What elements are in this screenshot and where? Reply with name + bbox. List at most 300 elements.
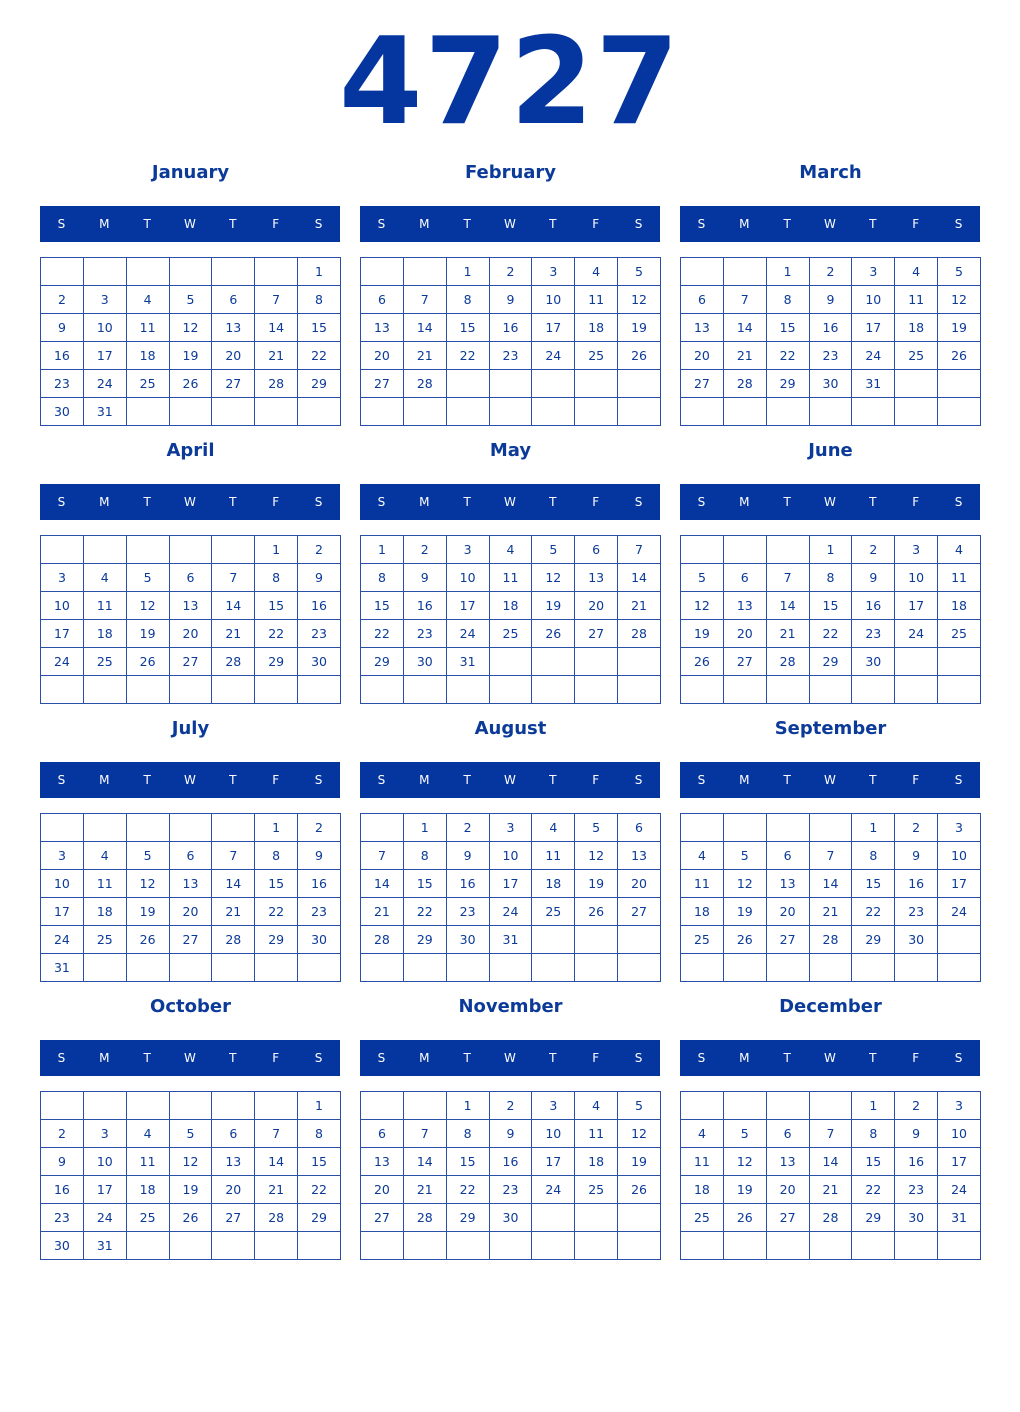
week-row bbox=[41, 676, 341, 704]
week-row bbox=[361, 536, 661, 564]
day-cell: 9 bbox=[895, 1120, 938, 1148]
week-row bbox=[41, 258, 341, 286]
day-cell: 16 bbox=[41, 342, 84, 370]
day-cell: 26 bbox=[126, 926, 169, 954]
day-cell: 31 bbox=[489, 926, 532, 954]
day-cell: 19 bbox=[575, 870, 618, 898]
day-cell bbox=[681, 398, 724, 426]
day-cell: 3 bbox=[852, 258, 895, 286]
day-cell bbox=[126, 1232, 169, 1260]
day-cell bbox=[852, 676, 895, 704]
week-row bbox=[361, 592, 661, 620]
day-cell: 12 bbox=[575, 842, 618, 870]
day-cell: 18 bbox=[681, 1176, 724, 1204]
day-cell bbox=[126, 676, 169, 704]
day-cell: 10 bbox=[532, 1120, 575, 1148]
weekday-label: M bbox=[419, 1051, 430, 1065]
day-cell: 6 bbox=[212, 1120, 255, 1148]
week-row bbox=[361, 814, 661, 842]
week-row bbox=[681, 314, 981, 342]
day-cell bbox=[575, 926, 618, 954]
day-cell bbox=[809, 1092, 852, 1120]
day-cell: 3 bbox=[83, 1120, 126, 1148]
weekday-label: S bbox=[57, 495, 66, 509]
week-row bbox=[681, 1092, 981, 1120]
day-cell: 4 bbox=[83, 564, 126, 592]
day-cell: 19 bbox=[938, 314, 981, 342]
day-cell: 27 bbox=[618, 898, 661, 926]
day-cell: 25 bbox=[575, 342, 618, 370]
day-cell bbox=[532, 676, 575, 704]
day-cell: 1 bbox=[852, 814, 895, 842]
weekday-label: M bbox=[739, 495, 750, 509]
week-row bbox=[681, 564, 981, 592]
week-row bbox=[361, 1204, 661, 1232]
day-cell: 22 bbox=[766, 342, 809, 370]
day-grid bbox=[360, 1091, 661, 1260]
day-cell: 29 bbox=[852, 1204, 895, 1232]
day-cell bbox=[126, 398, 169, 426]
week-row bbox=[361, 314, 661, 342]
day-cell: 8 bbox=[298, 1120, 341, 1148]
weekday-label: T bbox=[143, 495, 151, 509]
day-cell: 30 bbox=[809, 370, 852, 398]
day-cell: 19 bbox=[126, 898, 169, 926]
day-cell bbox=[212, 1232, 255, 1260]
day-cell: 11 bbox=[938, 564, 981, 592]
day-cell: 14 bbox=[212, 870, 255, 898]
day-cell bbox=[361, 258, 404, 286]
day-cell: 21 bbox=[766, 620, 809, 648]
day-cell: 26 bbox=[723, 926, 766, 954]
day-cell bbox=[938, 398, 981, 426]
day-cell: 26 bbox=[169, 370, 212, 398]
weekday-label: S bbox=[954, 217, 963, 231]
day-cell: 10 bbox=[532, 286, 575, 314]
weekday-label: S bbox=[954, 495, 963, 509]
weekday-label: F bbox=[912, 773, 920, 787]
weekday-label: T bbox=[869, 1051, 877, 1065]
day-cell bbox=[41, 536, 84, 564]
day-cell: 5 bbox=[938, 258, 981, 286]
week-row bbox=[41, 314, 341, 342]
weekday-label: F bbox=[272, 1051, 280, 1065]
day-cell bbox=[403, 954, 446, 982]
day-cell: 14 bbox=[255, 314, 298, 342]
day-cell: 7 bbox=[809, 1120, 852, 1148]
week-row bbox=[361, 842, 661, 870]
day-cell: 1 bbox=[809, 536, 852, 564]
day-cell: 20 bbox=[361, 342, 404, 370]
day-cell: 13 bbox=[169, 870, 212, 898]
week-row bbox=[681, 536, 981, 564]
day-cell: 17 bbox=[446, 592, 489, 620]
day-cell: 23 bbox=[895, 1176, 938, 1204]
day-cell: 21 bbox=[809, 1176, 852, 1204]
day-cell bbox=[169, 954, 212, 982]
day-cell: 24 bbox=[938, 1176, 981, 1204]
day-cell bbox=[41, 814, 84, 842]
day-cell: 9 bbox=[489, 286, 532, 314]
day-cell: 8 bbox=[852, 1120, 895, 1148]
week-row bbox=[681, 898, 981, 926]
day-cell: 13 bbox=[766, 870, 809, 898]
day-cell: 30 bbox=[298, 648, 341, 676]
week-row bbox=[41, 898, 341, 926]
weekday-label: T bbox=[549, 773, 557, 787]
day-cell: 23 bbox=[852, 620, 895, 648]
weekday-label: M bbox=[99, 495, 110, 509]
day-cell: 22 bbox=[298, 1176, 341, 1204]
day-cell: 11 bbox=[681, 870, 724, 898]
day-cell: 11 bbox=[83, 870, 126, 898]
day-cell: 4 bbox=[489, 536, 532, 564]
day-cell bbox=[938, 676, 981, 704]
day-cell bbox=[126, 258, 169, 286]
weekday-label: S bbox=[314, 217, 323, 231]
day-cell: 30 bbox=[489, 1204, 532, 1232]
day-cell: 4 bbox=[681, 842, 724, 870]
week-row bbox=[681, 1120, 981, 1148]
day-cell bbox=[723, 536, 766, 564]
day-cell bbox=[895, 1232, 938, 1260]
day-cell: 17 bbox=[489, 870, 532, 898]
week-row bbox=[681, 370, 981, 398]
day-cell bbox=[169, 1232, 212, 1260]
day-cell: 24 bbox=[532, 342, 575, 370]
day-cell: 14 bbox=[212, 592, 255, 620]
day-cell: 9 bbox=[41, 314, 84, 342]
weekday-label: T bbox=[229, 773, 237, 787]
day-cell bbox=[723, 676, 766, 704]
day-cell: 20 bbox=[618, 870, 661, 898]
day-cell: 30 bbox=[403, 648, 446, 676]
day-cell: 12 bbox=[618, 286, 661, 314]
day-cell bbox=[723, 1232, 766, 1260]
day-cell: 6 bbox=[618, 814, 661, 842]
month-name: July bbox=[171, 718, 210, 739]
weekday-header bbox=[40, 1040, 340, 1076]
day-cell: 31 bbox=[83, 1232, 126, 1260]
day-cell: 4 bbox=[681, 1120, 724, 1148]
day-cell: 30 bbox=[41, 398, 84, 426]
day-cell: 14 bbox=[255, 1148, 298, 1176]
weekday-label: M bbox=[99, 773, 110, 787]
day-cell bbox=[212, 676, 255, 704]
day-cell: 12 bbox=[169, 314, 212, 342]
weekday-label: S bbox=[314, 773, 323, 787]
day-cell bbox=[361, 1092, 404, 1120]
day-cell: 8 bbox=[403, 842, 446, 870]
day-cell: 28 bbox=[766, 648, 809, 676]
day-cell: 1 bbox=[446, 258, 489, 286]
day-cell: 2 bbox=[41, 286, 84, 314]
day-cell bbox=[809, 954, 852, 982]
day-cell: 6 bbox=[361, 1120, 404, 1148]
weekday-label: S bbox=[377, 1051, 386, 1065]
weekday-label: W bbox=[504, 1051, 516, 1065]
day-cell: 9 bbox=[298, 564, 341, 592]
day-cell bbox=[766, 1232, 809, 1260]
day-cell: 21 bbox=[361, 898, 404, 926]
day-cell: 22 bbox=[852, 898, 895, 926]
day-cell: 6 bbox=[575, 536, 618, 564]
day-cell: 26 bbox=[618, 1176, 661, 1204]
day-cell: 22 bbox=[403, 898, 446, 926]
day-cell: 17 bbox=[41, 898, 84, 926]
weekday-label: S bbox=[634, 1051, 643, 1065]
day-cell: 8 bbox=[766, 286, 809, 314]
day-cell: 1 bbox=[403, 814, 446, 842]
day-cell bbox=[255, 1092, 298, 1120]
day-cell bbox=[852, 398, 895, 426]
weekday-label: F bbox=[272, 217, 280, 231]
weekday-label: M bbox=[739, 1051, 750, 1065]
weekday-label: W bbox=[184, 773, 196, 787]
day-cell: 13 bbox=[618, 842, 661, 870]
day-cell: 12 bbox=[126, 870, 169, 898]
day-cell bbox=[532, 370, 575, 398]
day-cell bbox=[809, 1232, 852, 1260]
day-cell bbox=[446, 398, 489, 426]
day-cell bbox=[618, 398, 661, 426]
day-cell: 25 bbox=[489, 620, 532, 648]
weekday-label: T bbox=[549, 495, 557, 509]
day-cell: 11 bbox=[532, 842, 575, 870]
day-cell: 27 bbox=[723, 648, 766, 676]
weekday-label: F bbox=[912, 217, 920, 231]
week-row bbox=[681, 592, 981, 620]
day-cell: 16 bbox=[298, 592, 341, 620]
day-cell bbox=[169, 1092, 212, 1120]
day-cell: 2 bbox=[446, 814, 489, 842]
day-cell: 23 bbox=[446, 898, 489, 926]
day-cell: 17 bbox=[852, 314, 895, 342]
day-cell: 20 bbox=[212, 342, 255, 370]
day-cell: 1 bbox=[255, 814, 298, 842]
day-cell: 28 bbox=[255, 1204, 298, 1232]
day-cell: 24 bbox=[895, 620, 938, 648]
day-cell: 27 bbox=[681, 370, 724, 398]
day-cell: 24 bbox=[446, 620, 489, 648]
week-row bbox=[681, 286, 981, 314]
day-cell bbox=[83, 1092, 126, 1120]
weekday-label: T bbox=[143, 1051, 151, 1065]
day-cell: 14 bbox=[618, 564, 661, 592]
day-cell bbox=[298, 1232, 341, 1260]
month-name: November bbox=[458, 996, 563, 1017]
day-cell: 2 bbox=[852, 536, 895, 564]
day-cell: 21 bbox=[212, 620, 255, 648]
weekday-label: S bbox=[377, 773, 386, 787]
day-cell: 24 bbox=[83, 370, 126, 398]
day-cell: 25 bbox=[83, 648, 126, 676]
day-cell bbox=[938, 1232, 981, 1260]
day-cell bbox=[575, 1232, 618, 1260]
day-cell bbox=[298, 676, 341, 704]
day-cell bbox=[255, 398, 298, 426]
day-cell: 29 bbox=[255, 926, 298, 954]
day-cell: 22 bbox=[361, 620, 404, 648]
day-cell: 3 bbox=[83, 286, 126, 314]
day-cell: 2 bbox=[298, 536, 341, 564]
day-cell bbox=[938, 370, 981, 398]
day-cell: 31 bbox=[41, 954, 84, 982]
day-cell: 8 bbox=[255, 842, 298, 870]
day-cell: 8 bbox=[361, 564, 404, 592]
weekday-label: S bbox=[634, 773, 643, 787]
day-grid bbox=[680, 1091, 981, 1260]
week-row bbox=[41, 1120, 341, 1148]
day-cell: 10 bbox=[83, 314, 126, 342]
day-cell: 16 bbox=[895, 870, 938, 898]
day-cell: 21 bbox=[255, 1176, 298, 1204]
day-cell: 6 bbox=[169, 842, 212, 870]
day-cell: 4 bbox=[895, 258, 938, 286]
day-cell: 16 bbox=[298, 870, 341, 898]
week-row bbox=[681, 926, 981, 954]
day-grid bbox=[360, 813, 661, 982]
day-cell: 5 bbox=[126, 842, 169, 870]
day-cell: 2 bbox=[489, 1092, 532, 1120]
day-cell bbox=[298, 954, 341, 982]
day-cell bbox=[126, 536, 169, 564]
day-cell: 26 bbox=[126, 648, 169, 676]
day-cell: 3 bbox=[532, 258, 575, 286]
weekday-label: W bbox=[184, 1051, 196, 1065]
day-cell bbox=[766, 814, 809, 842]
day-cell: 26 bbox=[938, 342, 981, 370]
day-cell: 8 bbox=[446, 286, 489, 314]
day-cell bbox=[575, 1204, 618, 1232]
day-cell: 10 bbox=[83, 1148, 126, 1176]
day-cell bbox=[446, 370, 489, 398]
month-name: October bbox=[150, 996, 231, 1017]
day-cell: 11 bbox=[126, 314, 169, 342]
day-cell bbox=[489, 370, 532, 398]
day-cell bbox=[212, 536, 255, 564]
day-cell: 7 bbox=[403, 1120, 446, 1148]
week-row bbox=[361, 926, 661, 954]
day-cell: 12 bbox=[169, 1148, 212, 1176]
day-cell bbox=[41, 1092, 84, 1120]
weekday-label: W bbox=[184, 217, 196, 231]
weekday-label: W bbox=[824, 495, 836, 509]
day-grid bbox=[360, 535, 661, 704]
weekday-header bbox=[360, 484, 660, 520]
day-cell: 29 bbox=[255, 648, 298, 676]
day-cell bbox=[212, 258, 255, 286]
day-cell bbox=[255, 676, 298, 704]
day-cell: 23 bbox=[403, 620, 446, 648]
day-cell: 30 bbox=[298, 926, 341, 954]
day-cell: 15 bbox=[446, 1148, 489, 1176]
week-row bbox=[41, 342, 341, 370]
month-name: August bbox=[474, 718, 547, 739]
day-cell bbox=[212, 814, 255, 842]
week-row bbox=[361, 870, 661, 898]
week-row bbox=[361, 1092, 661, 1120]
day-cell bbox=[766, 398, 809, 426]
day-cell bbox=[489, 1232, 532, 1260]
day-cell: 23 bbox=[298, 620, 341, 648]
day-cell bbox=[489, 954, 532, 982]
weekday-label: W bbox=[504, 217, 516, 231]
weekday-header bbox=[40, 762, 340, 798]
day-cell bbox=[895, 398, 938, 426]
day-cell: 2 bbox=[489, 258, 532, 286]
weekday-label: S bbox=[697, 495, 706, 509]
weekday-label: T bbox=[783, 495, 791, 509]
week-row bbox=[361, 1232, 661, 1260]
day-cell: 13 bbox=[575, 564, 618, 592]
day-cell: 4 bbox=[126, 286, 169, 314]
day-cell: 30 bbox=[852, 648, 895, 676]
day-cell: 3 bbox=[446, 536, 489, 564]
weekday-label: S bbox=[314, 1051, 323, 1065]
week-row bbox=[681, 398, 981, 426]
day-cell: 19 bbox=[723, 898, 766, 926]
day-cell: 17 bbox=[532, 314, 575, 342]
day-cell: 24 bbox=[83, 1204, 126, 1232]
day-cell: 26 bbox=[681, 648, 724, 676]
day-cell: 14 bbox=[766, 592, 809, 620]
day-cell bbox=[446, 954, 489, 982]
day-cell: 22 bbox=[852, 1176, 895, 1204]
day-cell: 12 bbox=[126, 592, 169, 620]
weekday-label: S bbox=[697, 1051, 706, 1065]
weekday-label: T bbox=[463, 773, 471, 787]
day-cell: 14 bbox=[403, 314, 446, 342]
day-cell bbox=[83, 954, 126, 982]
day-cell bbox=[618, 648, 661, 676]
day-cell: 23 bbox=[41, 1204, 84, 1232]
day-cell: 20 bbox=[361, 1176, 404, 1204]
weekday-header bbox=[680, 206, 980, 242]
day-cell: 27 bbox=[766, 926, 809, 954]
day-cell: 13 bbox=[723, 592, 766, 620]
day-cell: 7 bbox=[766, 564, 809, 592]
day-cell bbox=[618, 1232, 661, 1260]
day-cell bbox=[895, 954, 938, 982]
day-cell: 25 bbox=[126, 1204, 169, 1232]
day-cell bbox=[723, 258, 766, 286]
day-cell: 15 bbox=[403, 870, 446, 898]
day-cell: 8 bbox=[852, 842, 895, 870]
day-cell: 5 bbox=[126, 564, 169, 592]
day-cell: 9 bbox=[298, 842, 341, 870]
day-cell: 28 bbox=[255, 370, 298, 398]
day-cell: 10 bbox=[41, 592, 84, 620]
weekday-label: S bbox=[697, 217, 706, 231]
weekday-label: M bbox=[419, 217, 430, 231]
day-cell: 21 bbox=[255, 342, 298, 370]
day-cell: 19 bbox=[169, 1176, 212, 1204]
weekday-label: F bbox=[592, 773, 600, 787]
day-cell: 6 bbox=[212, 286, 255, 314]
weekday-label: F bbox=[912, 1051, 920, 1065]
day-cell: 11 bbox=[575, 1120, 618, 1148]
day-cell bbox=[852, 1232, 895, 1260]
day-cell bbox=[361, 676, 404, 704]
day-cell: 12 bbox=[681, 592, 724, 620]
week-row bbox=[41, 926, 341, 954]
day-cell: 18 bbox=[532, 870, 575, 898]
day-cell: 6 bbox=[723, 564, 766, 592]
weekday-header bbox=[680, 1040, 980, 1076]
day-cell bbox=[895, 676, 938, 704]
week-row bbox=[681, 842, 981, 870]
